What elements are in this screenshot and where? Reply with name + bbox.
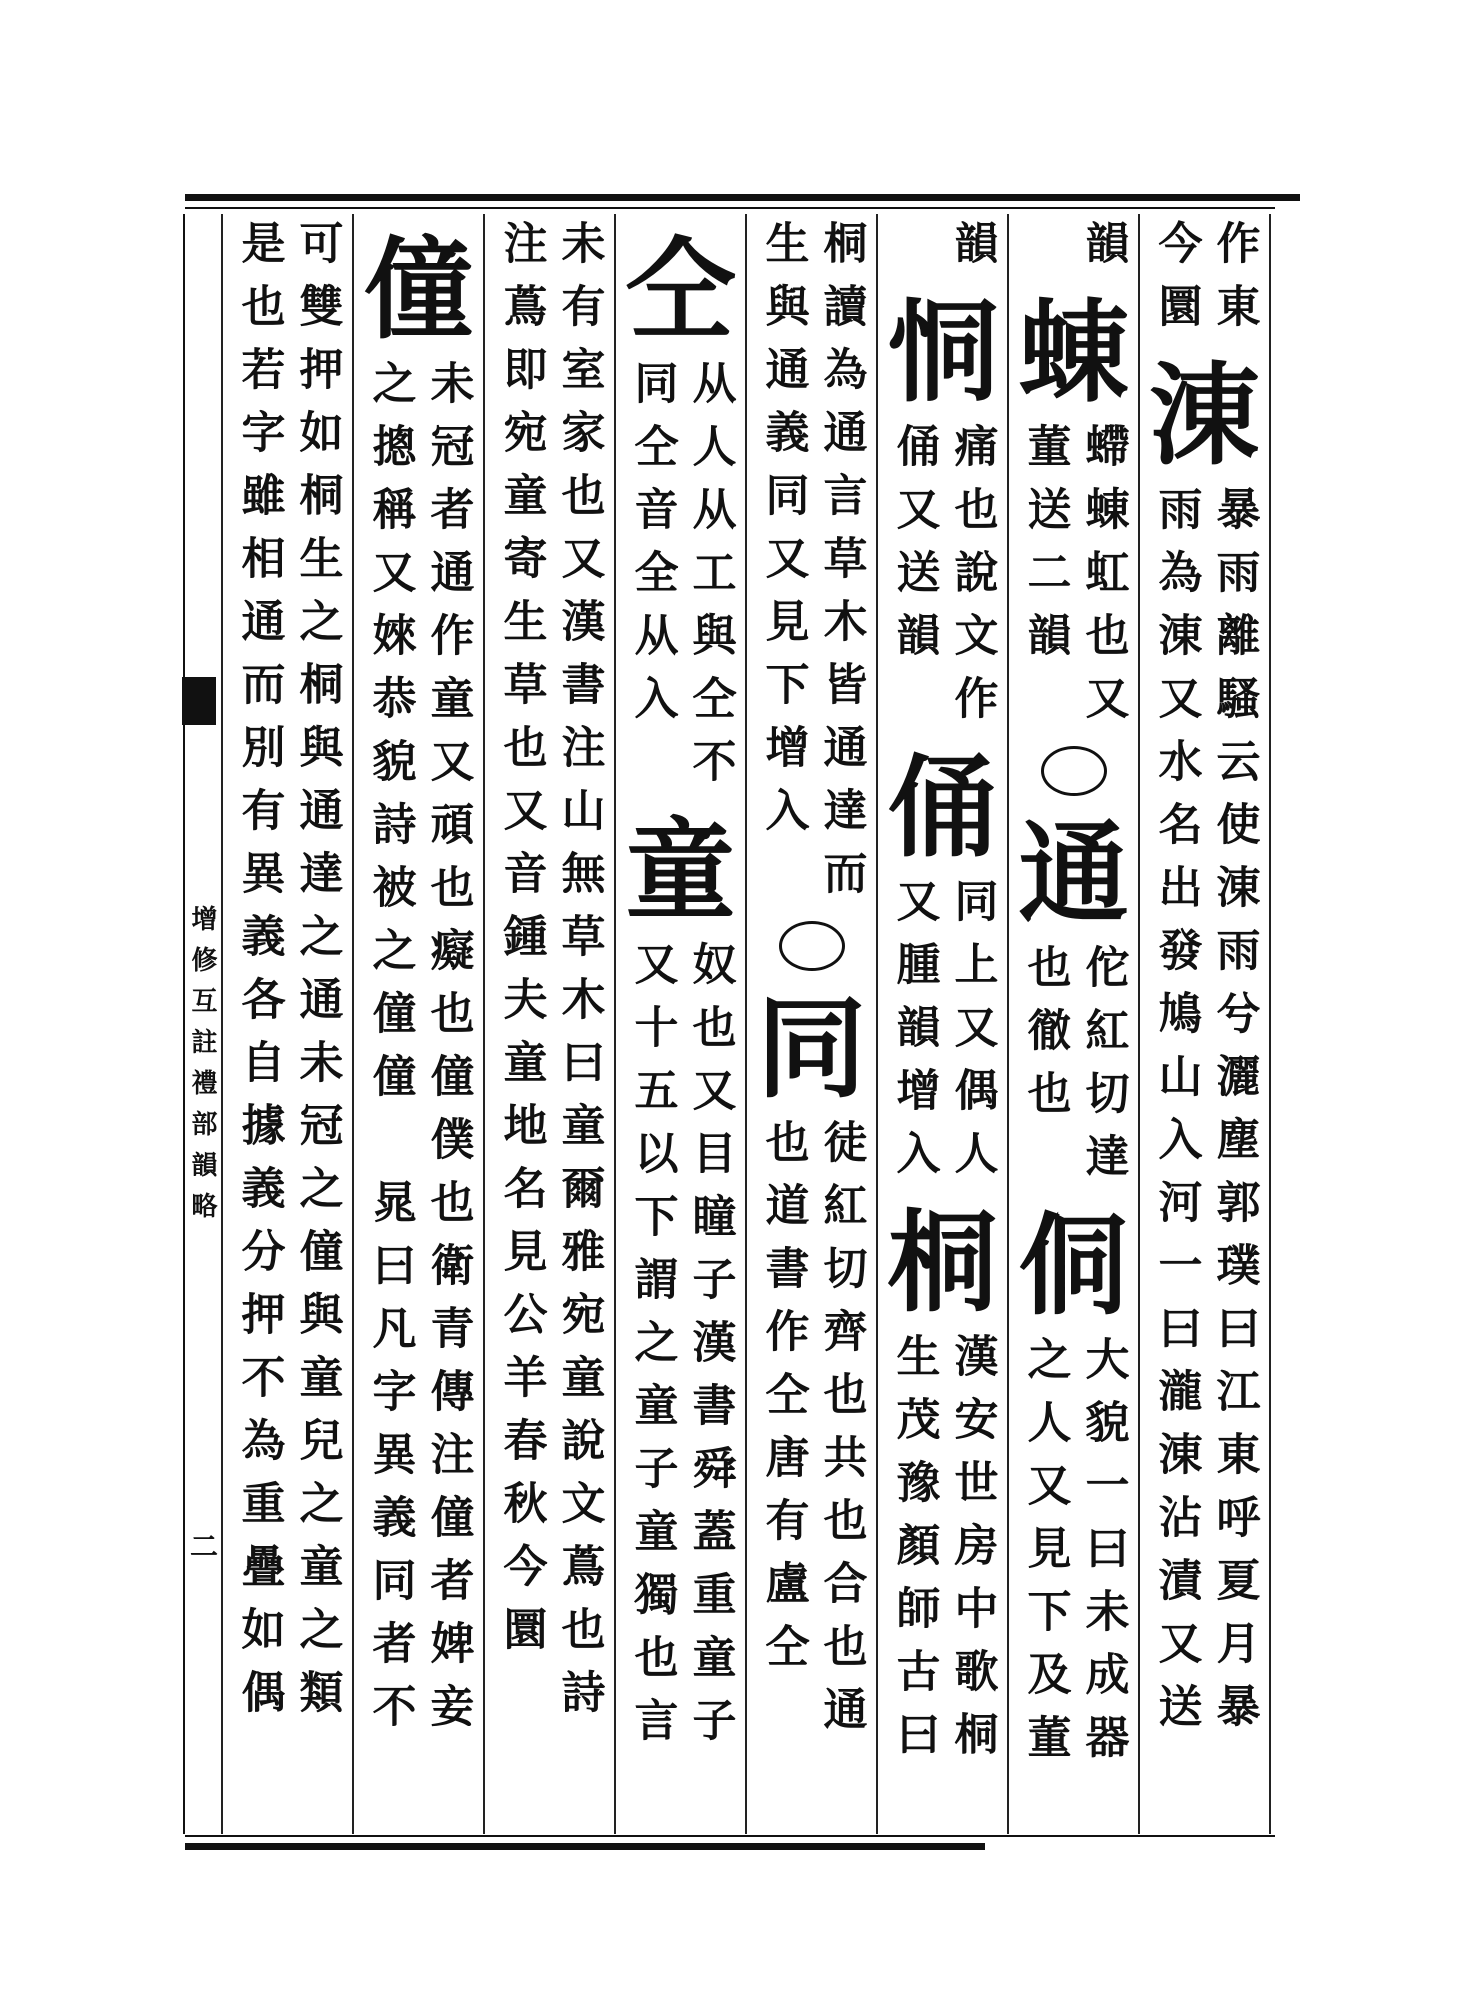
annotation-right-line: 同上又偶人 xyxy=(946,878,998,1193)
annotation-right-line: 奴也又目瞳子漢書舜蓋重童子 xyxy=(684,941,736,1760)
headword: 蝀 xyxy=(1018,288,1129,417)
text-column xyxy=(876,214,1007,1834)
annotation-left-line: 也徹也 xyxy=(1019,944,1071,1133)
annotation-left-column xyxy=(1016,944,1074,1133)
headword: 俑 xyxy=(887,743,998,872)
rhyme-group-circle-marker xyxy=(779,921,845,971)
annotation-left-line: 今圜 xyxy=(1150,220,1202,346)
annotation-right-line: 未有室家也又漢書注山無草木曰童爾雅宛童說文蔦也詩 xyxy=(553,220,605,1732)
annotation-right-column xyxy=(943,220,1001,283)
annotation-left-line: 俑又送韻 xyxy=(888,423,940,675)
annotation-left-line: 雨為涷又水名出發鳩山入河一曰瀧涷沾漬又送 xyxy=(1150,486,1202,1746)
annotation-right-line: 未冠者通作童又頑也癡也僮僕也衛青傳注僮者婢妾 xyxy=(422,360,474,1746)
headword: 恫 xyxy=(887,288,998,417)
annotation-right-column xyxy=(1205,220,1263,346)
text-column xyxy=(1007,214,1138,1834)
annotation-block xyxy=(1009,220,1138,283)
annotation-right-column xyxy=(812,220,870,913)
annotation-left-line: 又十五以下謂之童子童獨也言 xyxy=(626,941,678,1760)
text-column xyxy=(745,214,876,1834)
annotation-left-column xyxy=(885,1333,943,1774)
annotation-right-column xyxy=(1205,486,1263,1746)
top-border-thin xyxy=(185,207,1275,209)
annotation-left-column xyxy=(1147,220,1205,346)
annotation-right-column xyxy=(943,423,1001,738)
headword: 僮 xyxy=(363,225,474,354)
annotation-left-column xyxy=(230,220,288,1732)
annotation-left-column xyxy=(361,360,419,1746)
annotation-block xyxy=(1140,220,1269,346)
annotation-right-column xyxy=(943,1333,1001,1774)
annotation-right-line: 痛也說文作 xyxy=(946,423,998,738)
annotation-block xyxy=(616,360,745,801)
annotation-left-line: 又腫韻增入 xyxy=(888,878,940,1193)
annotation-right-column xyxy=(812,1119,870,1749)
annotation-left-column xyxy=(754,1119,812,1686)
annotation-left-line: 是也若字雖相通而別有異義各自據義分押不為重疊如偶 xyxy=(233,220,285,1732)
annotation-right-line: 作東 xyxy=(1208,220,1260,346)
headword: 仝 xyxy=(625,225,736,354)
headword: 通 xyxy=(1018,809,1129,938)
annotation-right-line: 徒紅切齊也共也合也通 xyxy=(815,1119,867,1749)
annotation-right-column xyxy=(681,941,739,1760)
annotation-block xyxy=(223,220,352,1732)
annotation-right-line: 大貌一曰未成器 xyxy=(1077,1336,1129,1777)
annotation-right-column xyxy=(943,878,1001,1193)
annotation-right-line: 漢安世房中歌桐 xyxy=(946,1333,998,1774)
text-column xyxy=(483,214,614,1834)
bottom-border-thin xyxy=(185,1835,1275,1837)
annotation-left-line-continued: 晁曰凡字異義同者不 xyxy=(364,1179,416,1746)
text-column xyxy=(1138,214,1269,1834)
annotation-left-line: 董送二韻 xyxy=(1019,423,1071,675)
annotation-right-column xyxy=(1074,423,1132,738)
annotation-right-line: 桐讀為通言草木皆通達而 xyxy=(815,220,867,913)
headword: 桐 xyxy=(887,1198,998,1327)
annotation-left-column xyxy=(1016,423,1074,675)
annotation-left-line: 同仝音全从入 xyxy=(626,360,678,738)
annotation-block xyxy=(1140,486,1269,1746)
annotation-left-column xyxy=(623,941,681,1760)
annotation-left-line: 之摠稱又婡恭貌詩被之僮僮 xyxy=(364,360,416,1116)
annotation-right-line: 可雙押如桐生之桐與通達之通未冠之僮與童兒之童之類 xyxy=(291,220,343,1732)
annotation-right-column xyxy=(288,220,346,1732)
headword: 同 xyxy=(756,984,867,1113)
annotation-left-line: 也道書作仝唐有盧仝 xyxy=(757,1119,809,1686)
annotation-block xyxy=(485,220,614,1732)
annotation-right-line: 从人从工與仝不 xyxy=(684,360,736,801)
annotation-block xyxy=(878,878,1007,1193)
fishtail-marker xyxy=(182,677,216,725)
annotation-left-column xyxy=(885,878,943,1193)
annotation-right-column xyxy=(419,360,477,1746)
headword: 侗 xyxy=(1018,1201,1129,1330)
annotation-block xyxy=(747,220,876,913)
annotation-block xyxy=(354,360,483,1746)
left-margin-border xyxy=(183,214,185,1834)
annotation-right-column xyxy=(1074,1336,1132,1777)
top-border-thick xyxy=(185,194,1300,201)
text-frame xyxy=(219,214,1271,1834)
annotation-left-column xyxy=(754,220,812,850)
annotation-block xyxy=(1009,944,1138,1196)
headword: 涷 xyxy=(1149,351,1260,480)
margin-book-title: 增修互註禮部韻略 xyxy=(187,905,217,1233)
text-column xyxy=(221,214,352,1834)
bottom-border-thick xyxy=(185,1843,985,1850)
annotation-left-column xyxy=(492,220,550,1669)
annotation-block xyxy=(1009,423,1138,738)
annotation-right-line: 暴雨離騷云使涷雨兮灑塵郭璞曰江東呼夏月暴 xyxy=(1208,486,1260,1746)
annotation-left-line: 之人又見下及董 xyxy=(1019,1336,1071,1777)
annotation-left-column xyxy=(623,360,681,738)
annotation-right-column xyxy=(550,220,608,1732)
annotation-left-column xyxy=(1147,486,1205,1746)
rhyme-group-circle-marker xyxy=(1041,746,1107,796)
annotation-right-column xyxy=(1074,220,1132,283)
annotation-block xyxy=(878,423,1007,738)
annotation-right-column xyxy=(681,360,739,801)
annotation-right-column xyxy=(1074,944,1132,1196)
annotation-block xyxy=(747,1119,876,1749)
annotation-block xyxy=(878,220,1007,283)
annotation-right-line: 韻 xyxy=(946,220,998,283)
annotation-left-column xyxy=(885,423,943,675)
annotation-block xyxy=(878,1333,1007,1774)
text-column xyxy=(614,214,745,1834)
annotation-right-line: 螮蝀虹也又 xyxy=(1077,423,1129,738)
annotation-right-line: 韻 xyxy=(1077,220,1129,283)
annotation-right-line: 佗紅切達 xyxy=(1077,944,1129,1196)
headword: 童 xyxy=(625,806,736,935)
page-number: 二 xyxy=(190,1530,219,1563)
annotation-left-line: 生與通義同又見下增入 xyxy=(757,220,809,850)
annotation-left-column xyxy=(1016,1336,1074,1777)
annotation-left-line: 注蔦即宛童寄生草也又音鍾夫童地名見公羊春秋今圜 xyxy=(495,220,547,1669)
text-column xyxy=(352,214,483,1834)
annotation-left-line: 生茂豫顏師古曰 xyxy=(888,1333,940,1774)
annotation-block xyxy=(1009,1336,1138,1777)
annotation-block xyxy=(616,941,745,1760)
